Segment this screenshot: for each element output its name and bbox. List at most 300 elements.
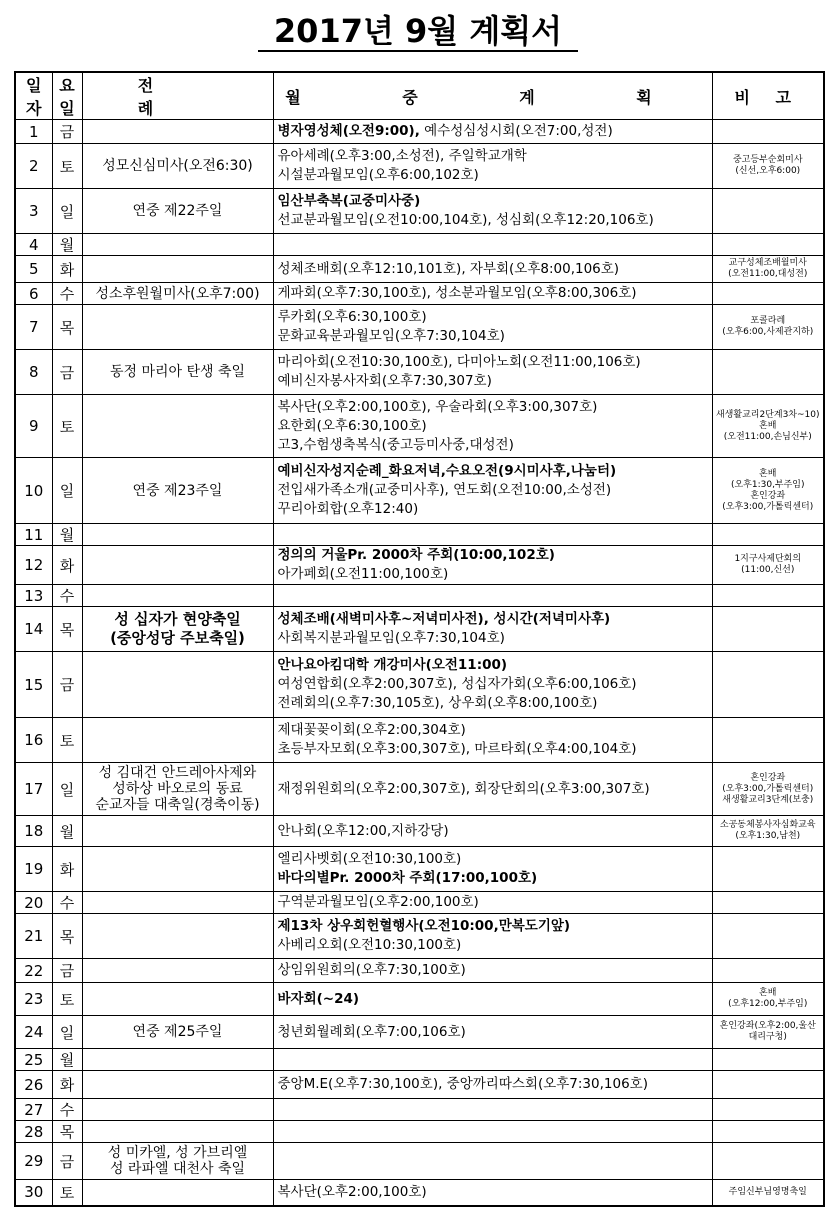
weekday-cell: 목 (52, 914, 82, 959)
liturgy-cell (82, 120, 273, 144)
day-cell: 17 (15, 763, 52, 816)
plan-text: 시설분과월모임(오후6:00,102호) (277, 167, 479, 183)
note-cell (712, 458, 824, 524)
liturgy-cell (82, 1071, 273, 1099)
weekday-cell: 일 (52, 1016, 82, 1049)
plan-text-tail: 예수성심성시회(오전7:00,성전) (419, 123, 613, 139)
note-line: 혼인강좌(오후2:00,울산 (719, 1021, 816, 1031)
table-row (15, 395, 824, 458)
day-cell: 11 (15, 524, 52, 546)
note-cell (712, 959, 824, 983)
weekday-cell: 수 (52, 283, 82, 305)
plan-text: 안나요아킴대학 개강미사(오전11:00) (277, 657, 508, 673)
liturgy-line: 성 미카엘, 성 가브리엘 (107, 1145, 248, 1161)
plan-text: 예비신자성지순례_화요저녁,수요오전(9시미사후,나눔터) (277, 463, 617, 479)
weekday-cell: 목 (52, 305, 82, 350)
weekday-cell: 토 (52, 144, 82, 189)
plan-cell (273, 524, 712, 546)
plan-line (278, 1183, 709, 1202)
plan-line (278, 565, 709, 584)
note-cell (712, 283, 824, 305)
weekday-cell: 일 (52, 189, 82, 234)
plan-text: 복사단(오후2:00,100호) (277, 1183, 427, 1200)
plan-line (278, 260, 709, 279)
liturgy-cell (82, 585, 273, 607)
liturgy-line: 성 십자가 현양축일 (114, 610, 241, 628)
note-cell (712, 1049, 824, 1071)
plan-line (278, 721, 709, 740)
plan-line (278, 398, 709, 417)
table-row (15, 350, 824, 395)
note-line: 대리구청) (748, 1032, 787, 1042)
plan-text: 엘리사벳회(오전10:30,100호) (277, 851, 462, 867)
weekday-cell: 월 (52, 816, 82, 847)
plan-text: 전입새가족소개(교중미사후), 연도회(오전10:00,소성전) (277, 482, 612, 498)
table-row (15, 305, 824, 350)
day-cell: 19 (15, 847, 52, 892)
plan-cell (273, 892, 712, 914)
weekday-cell: 토 (52, 718, 82, 763)
day-cell: 29 (15, 1143, 52, 1180)
day-cell: 14 (15, 607, 52, 652)
plan-cell (273, 1016, 712, 1049)
table-row (15, 283, 824, 305)
header-row (15, 72, 824, 120)
note-cell (712, 305, 824, 350)
note-line: (오후1:30,부주임) (730, 479, 805, 490)
plan-text: 제13차 상우회헌혈행사(오전10:00,만복도기앞) (277, 918, 571, 934)
note-line: 1지구사제단회의 (734, 554, 802, 564)
plan-cell (273, 1180, 712, 1206)
plan-line (278, 211, 709, 230)
day-cell: 15 (15, 652, 52, 718)
note-line: 혼배 (759, 988, 777, 998)
plan-line (278, 372, 709, 391)
plan-line (278, 656, 709, 675)
header-note: 비 고 (712, 72, 824, 120)
plan-cell (273, 652, 712, 718)
day-cell: 6 (15, 283, 52, 305)
plan-cell (273, 305, 712, 350)
plan-cell (273, 607, 712, 652)
plan-line (278, 675, 709, 694)
plan-cell (273, 1099, 712, 1121)
note-line: 새생활교리3단계(보충) (722, 794, 814, 805)
plan-text: 전례회의(오후7:30,105호), 상우회(오후8:00,100호) (277, 695, 598, 711)
plan-cell (273, 546, 712, 585)
day-cell: 26 (15, 1071, 52, 1099)
weekday-cell: 일 (52, 458, 82, 524)
weekday-cell: 일 (52, 763, 82, 816)
plan-cell (273, 983, 712, 1016)
plan-text: 사베리오회(오전10:30,100호) (277, 937, 462, 953)
table-row (15, 1016, 824, 1049)
plan-text: 사회복지분과월모임(오후7:30,104호) (277, 630, 505, 646)
plan-cell (273, 283, 712, 305)
table-row (15, 144, 824, 189)
note-line: 소공동체봉사자심화교육 (719, 820, 816, 830)
liturgy-cell (82, 1099, 273, 1121)
table-row (15, 892, 824, 914)
liturgy-line: 동정 마리아 탄생 축일 (109, 364, 246, 380)
plan-cell (273, 350, 712, 395)
note-cell (712, 763, 824, 816)
plan-cell (273, 256, 712, 283)
plan-text: 마리아회(오전10:30,100호), 다미아노회(오전11:00,106호) (277, 354, 641, 370)
note-cell (712, 892, 824, 914)
note-line: 중고등부순회미사 (732, 155, 803, 165)
table-row (15, 524, 824, 546)
liturgy-line: 성하상 바오로의 동료 (112, 781, 243, 797)
liturgy-line: 성 김대건 안드레아사제와 (98, 765, 257, 781)
plan-cell (273, 458, 712, 524)
note-cell (712, 120, 824, 144)
table-row (15, 652, 824, 718)
note-line: 교구성체조배월미사 (728, 258, 807, 268)
plan-cell (273, 763, 712, 816)
table-row (15, 718, 824, 763)
table-row (15, 763, 824, 816)
plan-text: 임산부축복(교중미사중) (277, 193, 421, 209)
plan-line (278, 546, 709, 565)
liturgy-cell (82, 144, 273, 189)
plan-line (278, 147, 709, 166)
note-cell (712, 585, 824, 607)
weekday-cell: 목 (52, 1121, 82, 1143)
note-line: 포콜라레 (750, 316, 786, 326)
plan-text: 상임위원회의(오후7:30,100호) (277, 962, 466, 978)
plan-text: 고3,수험생축복식(중고등미사중,대성전) (277, 436, 514, 453)
table-row (15, 607, 824, 652)
note-line: 혼배 (759, 420, 777, 431)
table-row (15, 189, 824, 234)
plan-line (278, 166, 709, 185)
plan-text: 청년회월례회(오후7:00,106호) (277, 1023, 466, 1040)
note-line: (신선,오후6:00) (735, 166, 801, 176)
day-cell: 10 (15, 458, 52, 524)
table-row (15, 1049, 824, 1071)
plan-text: 꾸리아회합(오후12:40) (277, 501, 419, 517)
liturgy-cell (82, 816, 273, 847)
note-cell (712, 234, 824, 256)
day-cell: 4 (15, 234, 52, 256)
note-line: (오전11:00,손님신부) (723, 431, 812, 442)
liturgy-cell (82, 959, 273, 983)
liturgy-line: 연중 제23주일 (132, 482, 223, 499)
note-cell (712, 1071, 824, 1099)
plan-text: 예비신자봉사자회(오후7:30,307호) (277, 373, 492, 389)
plan-text: 정의의 거울Pr. 2000차 주회(10:00,102호) (277, 547, 555, 563)
day-cell: 5 (15, 256, 52, 283)
note-line: (11:00,신선) (741, 565, 795, 575)
table-row (15, 120, 824, 144)
plan-text: 성체조배회(오후12:10,101호), 자부회(오후8:00,106호) (277, 260, 620, 277)
plan-cell (273, 1071, 712, 1099)
plan-cell (273, 395, 712, 458)
weekday-cell: 수 (52, 1099, 82, 1121)
weekday-cell: 금 (52, 1143, 82, 1180)
plan-line (278, 893, 709, 912)
plan-cell (273, 234, 712, 256)
note-line: 혼인강좌 (750, 490, 786, 501)
day-cell: 7 (15, 305, 52, 350)
plan-text: 구역분과월모임(오후2:00,100호) (277, 894, 479, 910)
note-cell (712, 914, 824, 959)
note-cell (712, 256, 824, 283)
plan-line (278, 308, 709, 327)
liturgy-cell (82, 524, 273, 546)
table-row (15, 816, 824, 847)
day-cell: 8 (15, 350, 52, 395)
note-cell (712, 546, 824, 585)
plan-line (278, 990, 709, 1009)
liturgy-cell (82, 234, 273, 256)
weekday-cell: 금 (52, 120, 82, 144)
liturgy-cell (82, 1180, 273, 1206)
plan-text: 게파회(오후7:30,100호), 성소분과월모임(오후8:00,306호) (277, 285, 637, 301)
table-row (15, 546, 824, 585)
note-line: (오후12:00,부주임) (728, 999, 808, 1009)
liturgy-cell (82, 283, 273, 305)
note-cell (712, 1099, 824, 1121)
plan-line (278, 1075, 709, 1094)
weekday-cell: 월 (52, 1049, 82, 1071)
day-cell: 9 (15, 395, 52, 458)
day-cell: 21 (15, 914, 52, 959)
liturgy-cell (82, 305, 273, 350)
plan-text: 성체조배(새벽미사후~저녁미사전), 성시간(저녁미사후) (277, 611, 611, 627)
liturgy-cell (82, 892, 273, 914)
plan-cell (273, 1049, 712, 1071)
liturgy-cell (82, 189, 273, 234)
plan-cell (273, 120, 712, 144)
liturgy-line: 성모신심미사(오전6:30) (102, 158, 253, 174)
note-cell (712, 395, 824, 458)
day-cell: 20 (15, 892, 52, 914)
plan-line (278, 481, 709, 500)
weekday-cell: 목 (52, 607, 82, 652)
plan-text: 문화교육분과월모임(오후7:30,104호) (277, 328, 505, 344)
table-row (15, 234, 824, 256)
liturgy-cell (82, 718, 273, 763)
plan-line (278, 610, 709, 629)
day-cell: 24 (15, 1016, 52, 1049)
note-cell (712, 718, 824, 763)
table-row (15, 1071, 824, 1099)
plan-text: 루카회(오후6:30,100호) (277, 309, 427, 325)
table-row (15, 1143, 824, 1180)
plan-text: 안나회(오후12:00,지하강당) (277, 822, 449, 839)
liturgy-line: 순교자들 대축일(경축이동) (95, 797, 260, 813)
liturgy-cell (82, 350, 273, 395)
plan-text: 초등부자모회(오후3:00,307호), 마르타회(오후4:00,104호) (277, 741, 637, 757)
plan-line (278, 740, 709, 759)
plan-line (278, 822, 709, 841)
weekday-cell: 수 (52, 892, 82, 914)
weekday-cell: 금 (52, 959, 82, 983)
plan-text: 아가페회(오전11:00,100호) (277, 566, 449, 582)
note-line: (오후3:00,가톨릭센터) (722, 783, 814, 794)
table-row (15, 983, 824, 1016)
weekday-cell: 수 (52, 585, 82, 607)
day-cell: 12 (15, 546, 52, 585)
weekday-cell: 금 (52, 350, 82, 395)
weekday-cell: 화 (52, 1071, 82, 1099)
liturgy-line: 성소후원월미사(오후7:00) (95, 285, 260, 302)
plan-line (278, 284, 709, 303)
day-cell: 30 (15, 1180, 52, 1206)
day-cell: 22 (15, 959, 52, 983)
schedule-table (14, 71, 825, 1207)
table-row (15, 914, 824, 959)
note-line: (오후1:30,남천) (735, 831, 801, 841)
day-cell: 27 (15, 1099, 52, 1121)
note-cell (712, 1180, 824, 1206)
day-cell: 16 (15, 718, 52, 763)
table-row (15, 585, 824, 607)
weekday-cell: 화 (52, 256, 82, 283)
liturgy-line: 연중 제25주일 (132, 1024, 223, 1040)
table-row (15, 256, 824, 283)
plan-text: 중앙M.E(오후7:30,100호), 중앙까리따스회(오후7:30,106호) (277, 1076, 648, 1092)
note-line: 주임신부님영명축일 (728, 1186, 807, 1197)
weekday-cell: 토 (52, 1180, 82, 1206)
note-cell (712, 1143, 824, 1180)
day-cell: 1 (15, 120, 52, 144)
plan-line (278, 936, 709, 955)
plan-cell (273, 585, 712, 607)
table-row (15, 1180, 824, 1206)
note-line: (오전11:00,대성전) (728, 269, 808, 279)
weekday-cell: 월 (52, 524, 82, 546)
day-cell: 23 (15, 983, 52, 1016)
plan-cell (273, 816, 712, 847)
plan-line (278, 780, 709, 799)
plan-text: 바자회(~24) (277, 990, 360, 1007)
weekday-cell: 토 (52, 395, 82, 458)
day-cell: 13 (15, 585, 52, 607)
plan-text: 요한회(오후6:30,100호) (277, 417, 427, 434)
plan-cell (273, 144, 712, 189)
plan-text-tail: 주일학교개학 (444, 148, 527, 164)
plan-line (278, 192, 709, 211)
note-line: 혼인강좌 (750, 772, 786, 783)
liturgy-cell (82, 763, 273, 816)
liturgy-cell (82, 1121, 273, 1143)
note-cell (712, 350, 824, 395)
note-cell (712, 983, 824, 1016)
plan-text: 병자영성체(오전9:00), (277, 123, 420, 139)
plan-text: 유아세례(오후3:00,소성전), (277, 148, 445, 164)
note-line: (오후6:00,사제관지하) (722, 327, 814, 337)
plan-cell (273, 847, 712, 892)
note-line: 혼배 (759, 468, 777, 479)
liturgy-cell (82, 607, 273, 652)
liturgy-cell (82, 983, 273, 1016)
plan-line (278, 417, 709, 436)
table-row (15, 847, 824, 892)
note-cell (712, 847, 824, 892)
note-line: 새생활교리2단계3차~10) (715, 409, 820, 420)
note-cell (712, 189, 824, 234)
plan-cell (273, 1121, 712, 1143)
table-row (15, 458, 824, 524)
weekday-cell: 금 (52, 652, 82, 718)
plan-text: 제대꽃꽂이회(오후2:00,304호) (277, 722, 466, 738)
header-plan: 월 중 계 획 (273, 72, 712, 120)
plan-line (278, 1023, 709, 1042)
plan-text: 선교분과월모임(오전10:00,104호), 성심회(오후12:20,106호) (277, 212, 654, 228)
plan-cell (273, 1143, 712, 1180)
liturgy-cell (82, 847, 273, 892)
day-cell: 3 (15, 189, 52, 234)
liturgy-cell (82, 458, 273, 524)
note-cell (712, 144, 824, 189)
plan-line (278, 850, 709, 869)
note-cell (712, 607, 824, 652)
liturgy-line: 연중 제22주일 (132, 203, 223, 219)
liturgy-line: (중앙성당 주보축일) (110, 629, 245, 647)
header-liturgy: 전 례 (82, 72, 273, 120)
table-row (15, 959, 824, 983)
plan-cell (273, 189, 712, 234)
plan-line (278, 961, 709, 980)
liturgy-line: 성 라파엘 대천사 축일 (109, 1161, 246, 1177)
liturgy-cell (82, 914, 273, 959)
plan-text: 여성연합회(오후2:00,307호), 성십자가회(오후6:00,106호) (277, 676, 637, 692)
plan-line (278, 327, 709, 346)
liturgy-cell (82, 652, 273, 718)
plan-line (278, 122, 709, 141)
liturgy-cell (82, 395, 273, 458)
table-row (15, 1099, 824, 1121)
day-cell: 28 (15, 1121, 52, 1143)
day-cell: 25 (15, 1049, 52, 1071)
liturgy-cell (82, 1016, 273, 1049)
header-dow: 요일 (52, 72, 82, 120)
liturgy-cell (82, 1049, 273, 1071)
plan-line (278, 436, 709, 455)
plan-cell (273, 718, 712, 763)
plan-cell (273, 914, 712, 959)
plan-text: 복사단(오후2:00,100호), 우술라회(오후3:00,307호) (277, 398, 598, 415)
plan-line (278, 629, 709, 648)
header-day: 일자 (15, 72, 52, 120)
liturgy-cell (82, 256, 273, 283)
table-row (15, 1121, 824, 1143)
plan-cell (273, 959, 712, 983)
liturgy-cell (82, 1143, 273, 1180)
day-cell: 2 (15, 144, 52, 189)
plan-line (278, 462, 709, 481)
liturgy-cell (82, 546, 273, 585)
weekday-cell: 토 (52, 983, 82, 1016)
plan-line (278, 694, 709, 713)
note-cell (712, 816, 824, 847)
title-underline (258, 50, 578, 52)
note-cell (712, 524, 824, 546)
plan-text: 재정위원회의(오후2:00,307호), 회장단회의(오후3:00,307호) (277, 780, 650, 797)
note-cell (712, 1121, 824, 1143)
day-cell: 18 (15, 816, 52, 847)
note-line: (오후3:00,가톨릭센터) (722, 501, 814, 512)
note-cell (712, 652, 824, 718)
note-cell (712, 1016, 824, 1049)
weekday-cell: 월 (52, 234, 82, 256)
plan-text: 바다의별Pr. 2000차 주회(17:00,100호) (277, 870, 538, 886)
weekday-cell: 화 (52, 847, 82, 892)
plan-line (278, 917, 709, 936)
